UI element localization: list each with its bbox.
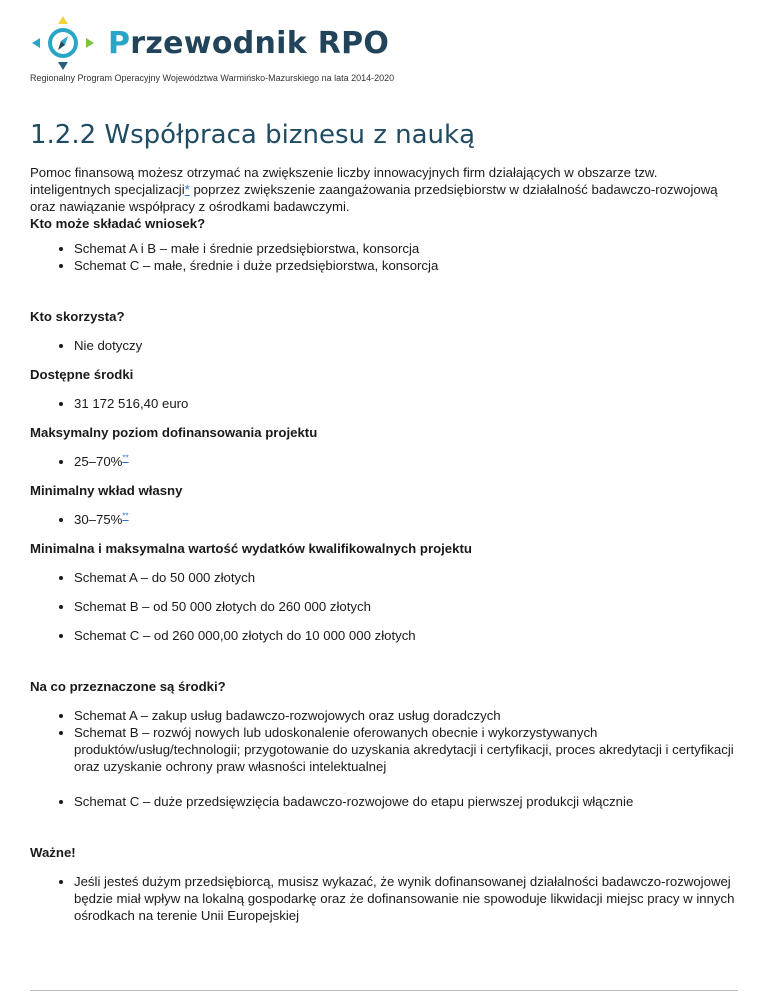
list-item: • 31 172 516,40 euro: [74, 395, 740, 412]
list-item: • Schemat A – zakup usług badawczo-rozwojowych oraz usług doradczych: [74, 707, 740, 724]
list-item: • Nie dotyczy: [74, 337, 740, 354]
program-subtitle: Regionalny Program Operacyjny Województwa Warmińsko-Mazurskiego na lata 2014-2020: [30, 73, 395, 83]
section-label-funds: Dostępne środki: [30, 367, 134, 382]
list-item: • Schemat C – od 260 000,00 złotych do 10 000 000 złotych: [74, 627, 740, 644]
page-title: 1.2.2 Współpraca biznesu z nauką: [30, 120, 476, 150]
who-apply-list: [30, 240, 740, 274]
site-header: [30, 14, 750, 74]
section-label-min-own: Minimalny wkład własny: [30, 483, 183, 498]
list-item: • Schemat B – od 50 000 złotych do 260 000 złotych: [74, 598, 740, 615]
footnote-link[interactable]: **: [122, 453, 129, 463]
expenses-list: [30, 569, 740, 644]
footer-divider: [30, 990, 738, 991]
min-own-list: [30, 511, 740, 528]
section-label-important: Ważne!: [30, 845, 76, 860]
funds-list: [30, 395, 740, 412]
list-item: • Jeśli jesteś dużym przedsiębiorcą, musisz wykazać, że wynik dofinansowanej działalności badawczo-rozwojowej będzie miał wpływ na lokalną gospodarkę oraz że dofinansowanie nie spowoduje likwidacji miejsc pracy w innych ośrodkach na terenie Unii Europejskiej: [74, 873, 740, 924]
list-item: • Schemat B – rozwój nowych lub udoskonalenie oferowanych obecnie i wykorzystywanych produktów/usług/technologii; przygotowanie do uzyskania akredytacji i certyfikacji, proces akredytacji i certyfikacji oraz uzyskanie ochrony praw własności intelektualnej: [74, 724, 740, 775]
section-label-expenses: Minimalna i maksymalna wartość wydatków kwalifikowalnych projektu: [30, 541, 472, 556]
list-item: • Schemat A i B – małe i średnie przedsiębiorstwa, konsorcja: [74, 240, 740, 257]
list-item: • 30–75%**: [74, 511, 740, 528]
list-item: • Schemat C – małe, średnie i duże przedsiębiorstwa, konsorcja: [74, 257, 740, 274]
list-item: • Schemat C – duże przedsięwzięcia badawczo-rozwojowe do etapu pierwszej produkcji włącznie: [74, 793, 740, 810]
main-content: [30, 164, 740, 924]
logo-wordmark: Przewodnik RPO: [108, 26, 390, 61]
list-item: • 25–70%**: [74, 453, 740, 470]
purpose-list: [30, 707, 740, 810]
section-label-who-apply: Kto może składać wniosek?: [30, 216, 206, 231]
compass-logo-icon: [30, 14, 96, 72]
section-label-who-benefits: Kto skorzysta?: [30, 309, 125, 324]
list-item: • Schemat A – do 50 000 złotych: [74, 569, 740, 586]
important-list: [30, 873, 740, 924]
section-label-purpose: Na co przeznaczone są środki?: [30, 679, 226, 694]
footnote-link[interactable]: **: [122, 511, 129, 521]
footnote-link[interactable]: *: [184, 182, 190, 197]
max-cofinancing-list: [30, 453, 740, 470]
section-label-max-cofinancing: Maksymalny poziom dofinansowania projektu: [30, 425, 318, 440]
intro-paragraph: Pomoc finansową możesz otrzymać na zwiększenie liczby innowacyjnych firm działających w obszarze tzw. inteligentnych specjalizacji* poprzez zwiększenie zaangażowania przedsiębiorstw w działalność badawczo-rozwojową oraz nawiązanie współpracy z ośrodkami badawczymi.: [30, 165, 718, 214]
who-benefits-list: [30, 337, 740, 354]
